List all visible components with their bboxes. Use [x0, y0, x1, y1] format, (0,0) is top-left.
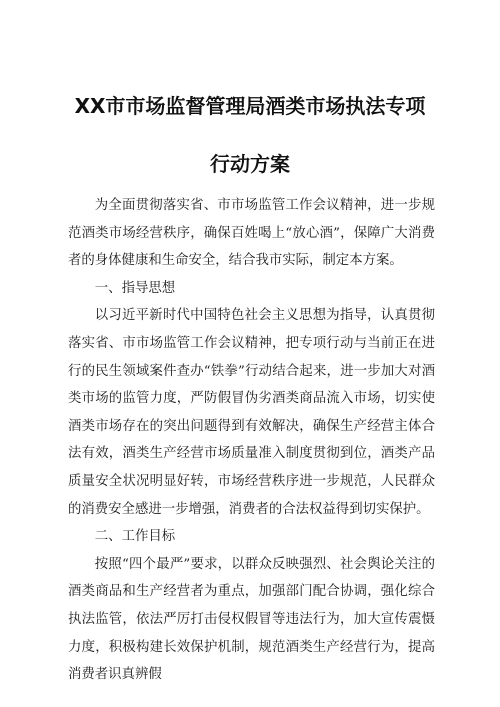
section-heading-guiding-ideology: 一、指导思想 — [94, 280, 176, 296]
document-title-line-1: XX市市场监督管理局酒类市场执法专项 — [74, 94, 426, 118]
document-body — [68, 192, 435, 689]
document-title-line-2: 行动方案 — [210, 152, 290, 176]
intro-paragraph: 为全面贯彻落实省、市市场监管工作会议精神，进一步规范酒类市场经营秩序，确保百姓喝上“放心酒”，保障广大消费者的身体健康和生命安全，结合我市实际，制定本方案。 — [68, 198, 435, 269]
section-heading-work-goals: 二、工作目标 — [94, 529, 176, 545]
section-paragraph-work-goals: 按照“四个最严”要求，以群众反映强烈、社会舆论关注的酒类商品和生产经营者为重点，加强部门配合协调，强化综合执法监管，依法严厉打击侵权假冒等违法行为，加大宣传震慑力度，积极构建长效保护机制，规范酒类生产经营行为，提高消费者识真辨假 — [68, 556, 435, 683]
section-paragraph-guiding-ideology: 以习近平新时代中国特色社会主义思想为指导，认真贯彻落实省、市市场监管工作会议精神，把专项行动与当前正在进行的民生领域案件查办“铁拳”行动结合起来，进一步加大对酒类市场的监管力度，严防假冒伪劣酒类商品流入市场，切实使酒类市场存在的突出问题得到有效解决，确保生产经营主体合法有效，酒类生产经营市场质量准入制度贯彻到位，酒类产品质量安全状况明显好转，市场经营秩序进一步规范，人民群众的消费安全感进一步增强，消费者的合法权益得到切实保护。 — [68, 308, 435, 517]
